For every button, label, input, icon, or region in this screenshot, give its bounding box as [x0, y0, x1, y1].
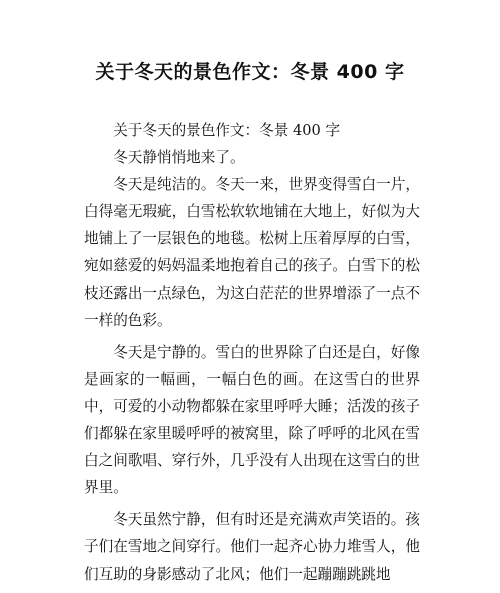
document-title: 关于冬天的景色作文：冬景 400 字	[95, 61, 405, 83]
document-body	[84, 117, 420, 593]
paragraph-quiet: 冬天是宁静的。雪白的世界除了白还是白，好像是画家的一幅画，一幅白色的画。在这雪白的世界中，可爱的小动物都躲在家里呼呼大睡；活泼的孩子们都躲在家里暖呼呼的被窝里，除了呼呼的北风在雪白之间歌唱、穿行外，几乎没有人出现在这雪白的世界里。	[84, 343, 420, 497]
paragraph-pure: 冬天是纯洁的。冬天一来，世界变得雪白一片，白得毫无瑕疵，白雪松软软地铺在大地上，好似为大地铺上了一层银色的地毯。松树上压着厚厚的白雪，宛如慈爱的妈妈温柔地抱着自己的孩子。白雪下的松枝还露出一点绿色，为这白茫茫的世界增添了一点不一样的色彩。	[84, 176, 420, 329]
paragraph-laughter: 冬天虽然宁静，但有时还是充满欢声笑语的。孩子们在雪地之间穿行。他们一起齐心协力堆雪人，他们互助的身影感动了北风；他们一起蹦蹦跳跳地	[84, 511, 420, 583]
paragraph-intro: 冬天静悄悄地来了。	[113, 149, 245, 167]
paragraph-heading-repeat: 关于冬天的景色作文：冬景 400 字	[113, 122, 341, 139]
